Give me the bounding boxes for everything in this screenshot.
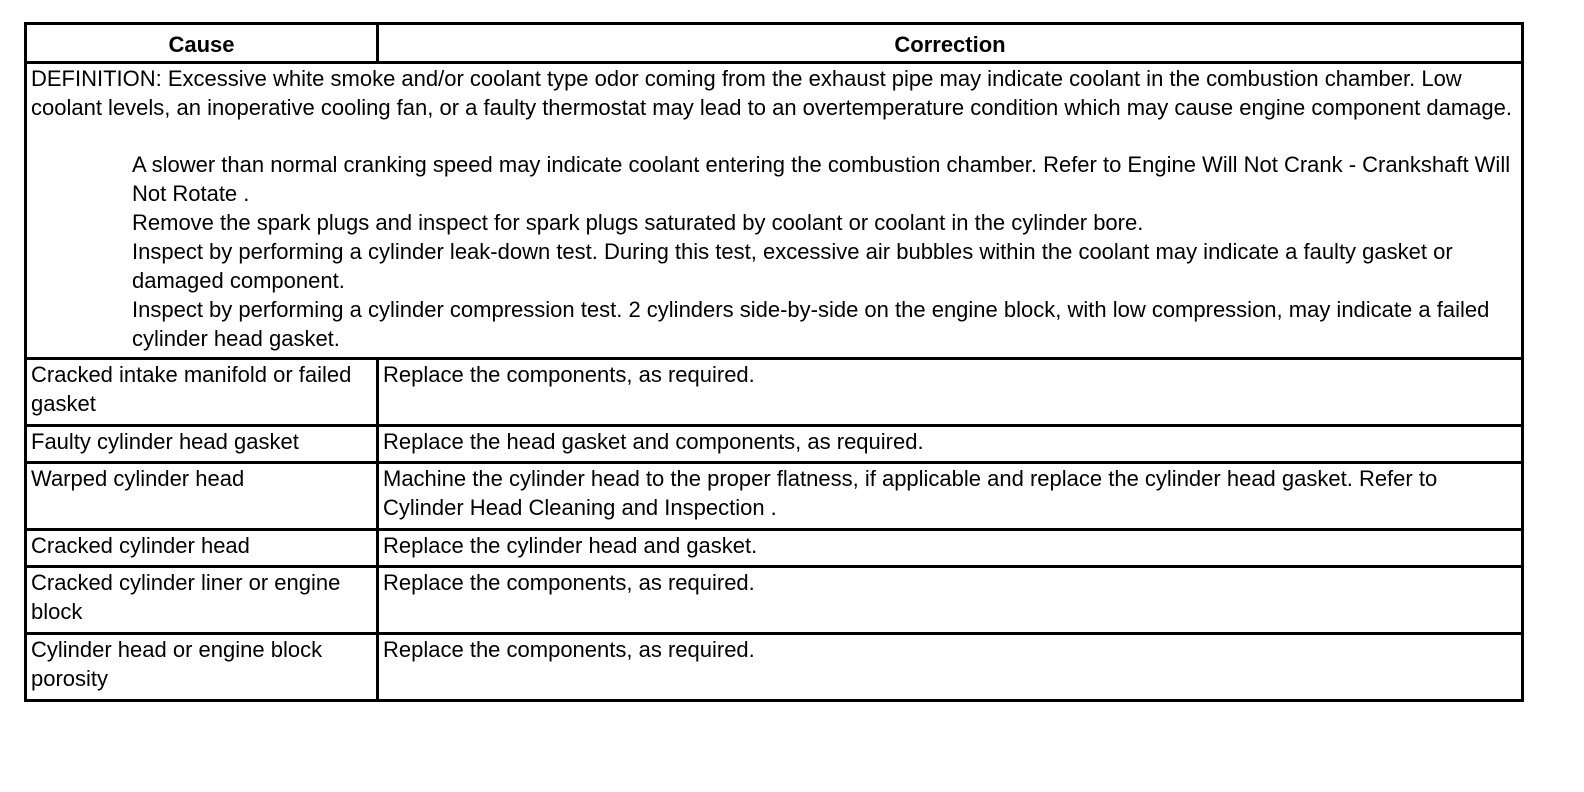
- correction-cell: Replace the components, as required.: [378, 634, 1523, 701]
- header-row: [26, 24, 1523, 63]
- table-row: [26, 567, 1523, 634]
- table-row: [26, 359, 1523, 426]
- correction-cell: Replace the components, as required.: [378, 359, 1523, 426]
- correction-cell: Replace the head gasket and components, as required.: [378, 426, 1523, 463]
- diagnostic-step: Inspect by performing a cylinder leak-down test. During this test, excessive air bubbles within the coolant may indicate a faulty gasket or damaged component.: [132, 239, 1453, 293]
- cause-cell: Cracked intake manifold or failed gasket: [26, 359, 378, 426]
- definition-cell: [26, 63, 1523, 359]
- correction-cell: Replace the components, as required.: [378, 567, 1523, 634]
- diagnostic-step: A slower than normal cranking speed may indicate coolant entering the combustion chamber. Refer to Engine Will Not Crank - Crankshaft Will Not Rotate .: [132, 152, 1511, 206]
- table-row: [26, 426, 1523, 463]
- diagnostic-steps-list: [31, 150, 1517, 357]
- table-row: [26, 530, 1523, 567]
- definition-row: [26, 63, 1523, 359]
- cause-cell: Faulty cylinder head gasket: [26, 426, 378, 463]
- cause-column-header: Cause: [26, 24, 378, 63]
- cause-cell: Warped cylinder head: [26, 463, 378, 530]
- cause-cell: Cracked cylinder liner or engine block: [26, 567, 378, 634]
- table-row: [26, 463, 1523, 530]
- correction-cell: Replace the cylinder head and gasket.: [378, 530, 1523, 567]
- cause-cell: Cylinder head or engine block porosity: [26, 634, 378, 701]
- diagnostic-step: Inspect by performing a cylinder compression test. 2 cylinders side-by-side on the engine block, with low compression, may indicate a failed cylinder head gasket.: [132, 297, 1490, 351]
- correction-column-header: Correction: [378, 24, 1523, 63]
- table-row: [26, 634, 1523, 701]
- definition-text: DEFINITION: Excessive white smoke and/or coolant type odor coming from the exhaust pipe may indicate coolant in the combustion chamber. Low coolant levels, an inoperative cooling fan, or a faulty thermostat may lead to an overtemperature condition which may cause engine component damage.: [31, 66, 1512, 120]
- correction-cell: Machine the cylinder head to the proper flatness, if applicable and replace the cylinder head gasket. Refer to Cylinder Head Cleaning and Inspection .: [378, 463, 1523, 530]
- diagnostic-step: Remove the spark plugs and inspect for spark plugs saturated by coolant or coolant in the cylinder bore.: [132, 210, 1144, 235]
- cause-cell: Cracked cylinder head: [26, 530, 378, 567]
- diagnostic-table: [24, 22, 1524, 702]
